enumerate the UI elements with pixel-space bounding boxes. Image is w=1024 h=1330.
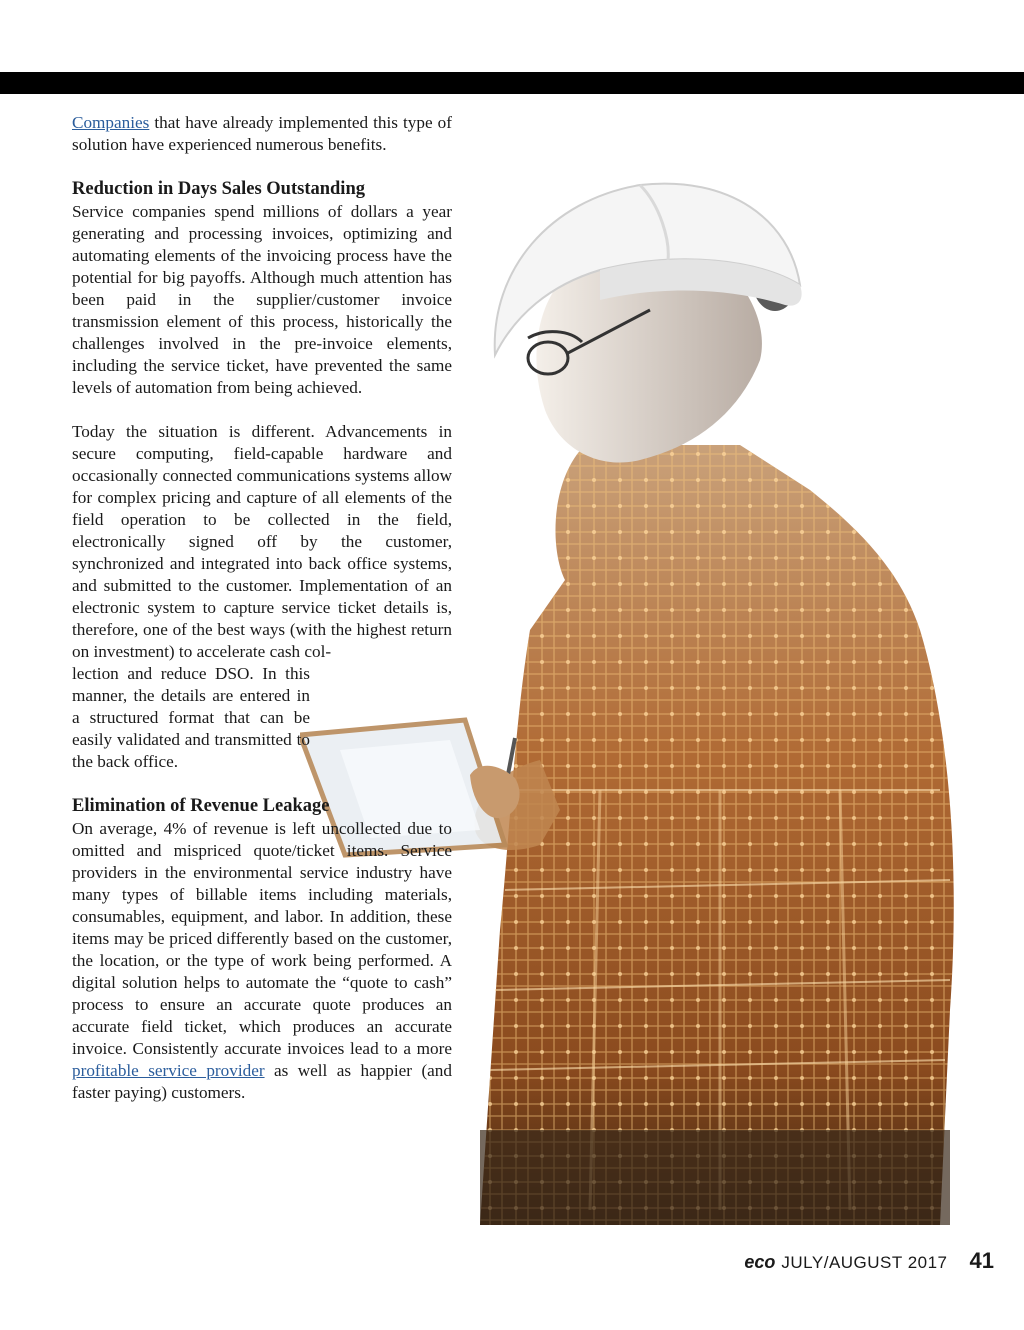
magazine-brand: eco — [744, 1252, 776, 1272]
revenue-paragraph — [72, 818, 452, 1104]
page-number: 41 — [969, 1248, 994, 1273]
profitable-service-provider-link[interactable]: profitable service provider — [72, 1061, 265, 1080]
issue-date: JULY/AUGUST 2017 — [781, 1253, 948, 1272]
revenue-text-start: On average, 4% of revenue is left uncollected due to omitted and mispriced quote/ticket items. Service providers in the environmental service industry have many types of billable items including materials, consumables, equipment, and labor. In addition, these items may be priced differently based on the customer, the location, or the type of work being performed. A digital solution helps to automate the “quote to cash” process to ensure an accurate quote produces an accurate field ticket, which produces an accurate invoice. Consistently accurate invoices lead to a more — [72, 819, 452, 1058]
intro-paragraph — [72, 112, 452, 156]
dso-paragraph-1: Service companies spend millions of dollars a year generating and processing invoices, optimizing and automating elements of the invoicing process have the potential for big payoffs. Although much attention has been paid in the supplier/customer invoice transmission element of this process, historically the challenges involved in the pre-invoice elements, including the service ticket, have prevented the same levels of automation from being achieved. — [72, 202, 452, 397]
section-heading-revenue: Elimination of Revenue Leakage — [72, 796, 330, 816]
dso-paragraph-2-wrap: lection and reduce DSO. In this manner, the details are entered in a structured format that can be easily validated and transmitted to the back office. — [72, 664, 310, 771]
page-footer — [744, 1248, 994, 1274]
dso-paragraph-2: Today the situation is different. Advancements in secure computing, field-capable hardware and occasionally connected communications systems allow for complex pricing and capture of all elements of the field operation to be collected in the field, electronically signed off by the customer, synchronized and integrated into back office systems, and submitted to the customer. Implementation of an electronic system to capture service ticket details is, therefore, one of the best ways (with the highest return on investment) to accelerate cash col- — [72, 422, 452, 661]
section-heading-dso: Reduction in Days Sales Outstanding — [72, 179, 365, 199]
article-column — [72, 112, 452, 1104]
intro-text: that have already implemented this type of solution have experienced numerous benefits. — [72, 113, 452, 154]
companies-link[interactable]: Companies — [72, 113, 150, 132]
top-bar — [0, 72, 1024, 94]
revenue-text-end: as well as happier (and faster paying) customers. — [72, 1061, 452, 1102]
